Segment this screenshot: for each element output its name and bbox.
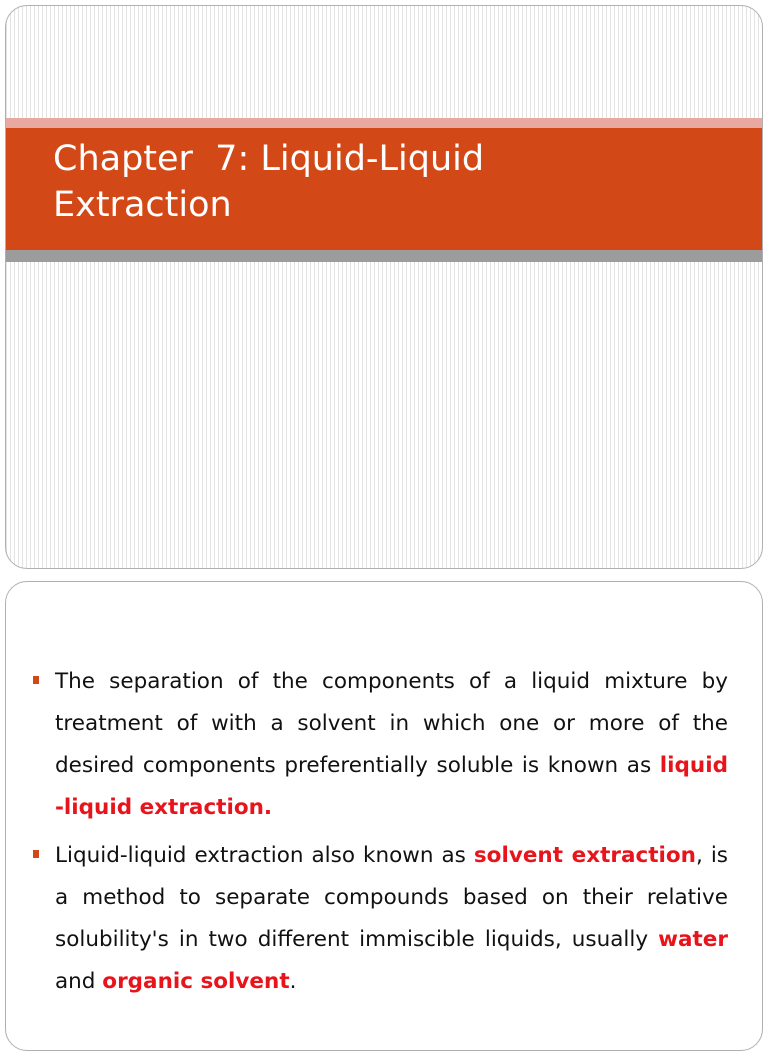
bullet-2-text-a: Liquid-liquid extraction also known as xyxy=(55,843,474,868)
bullet-2-highlight-water: water xyxy=(658,927,728,952)
title-slide xyxy=(5,5,763,569)
bullet-item-2 xyxy=(55,835,728,1003)
title-band-top-stripe xyxy=(6,118,762,128)
bullet-2-text-c: and xyxy=(55,969,103,994)
bullet-2-text-b: , is a method to separate compounds based on their relative solubility's in two different immiscible liquids, usually xyxy=(55,843,728,952)
slide-title: Chapter 7: Liquid-Liquid Extraction xyxy=(53,139,485,225)
title-band-bottom-stripe xyxy=(6,250,762,262)
bullet-1-text: The separation of the components of a liquid mixture by treatment of with a solvent in which one or more of the desired components preferentially soluble is known as xyxy=(55,669,728,778)
bullet-square-icon xyxy=(33,676,39,684)
content-slide xyxy=(5,581,763,1051)
bullet-square-icon xyxy=(33,850,39,858)
bullet-item-1 xyxy=(55,661,728,829)
bullet-2-text-d: . xyxy=(289,969,297,994)
bullet-2-highlight-organic-solvent: organic solvent xyxy=(102,969,290,994)
bullet-2-highlight-solvent-extraction: solvent extraction xyxy=(473,843,696,868)
bullet-1-highlight: liquid -liquid extraction. xyxy=(55,753,728,820)
